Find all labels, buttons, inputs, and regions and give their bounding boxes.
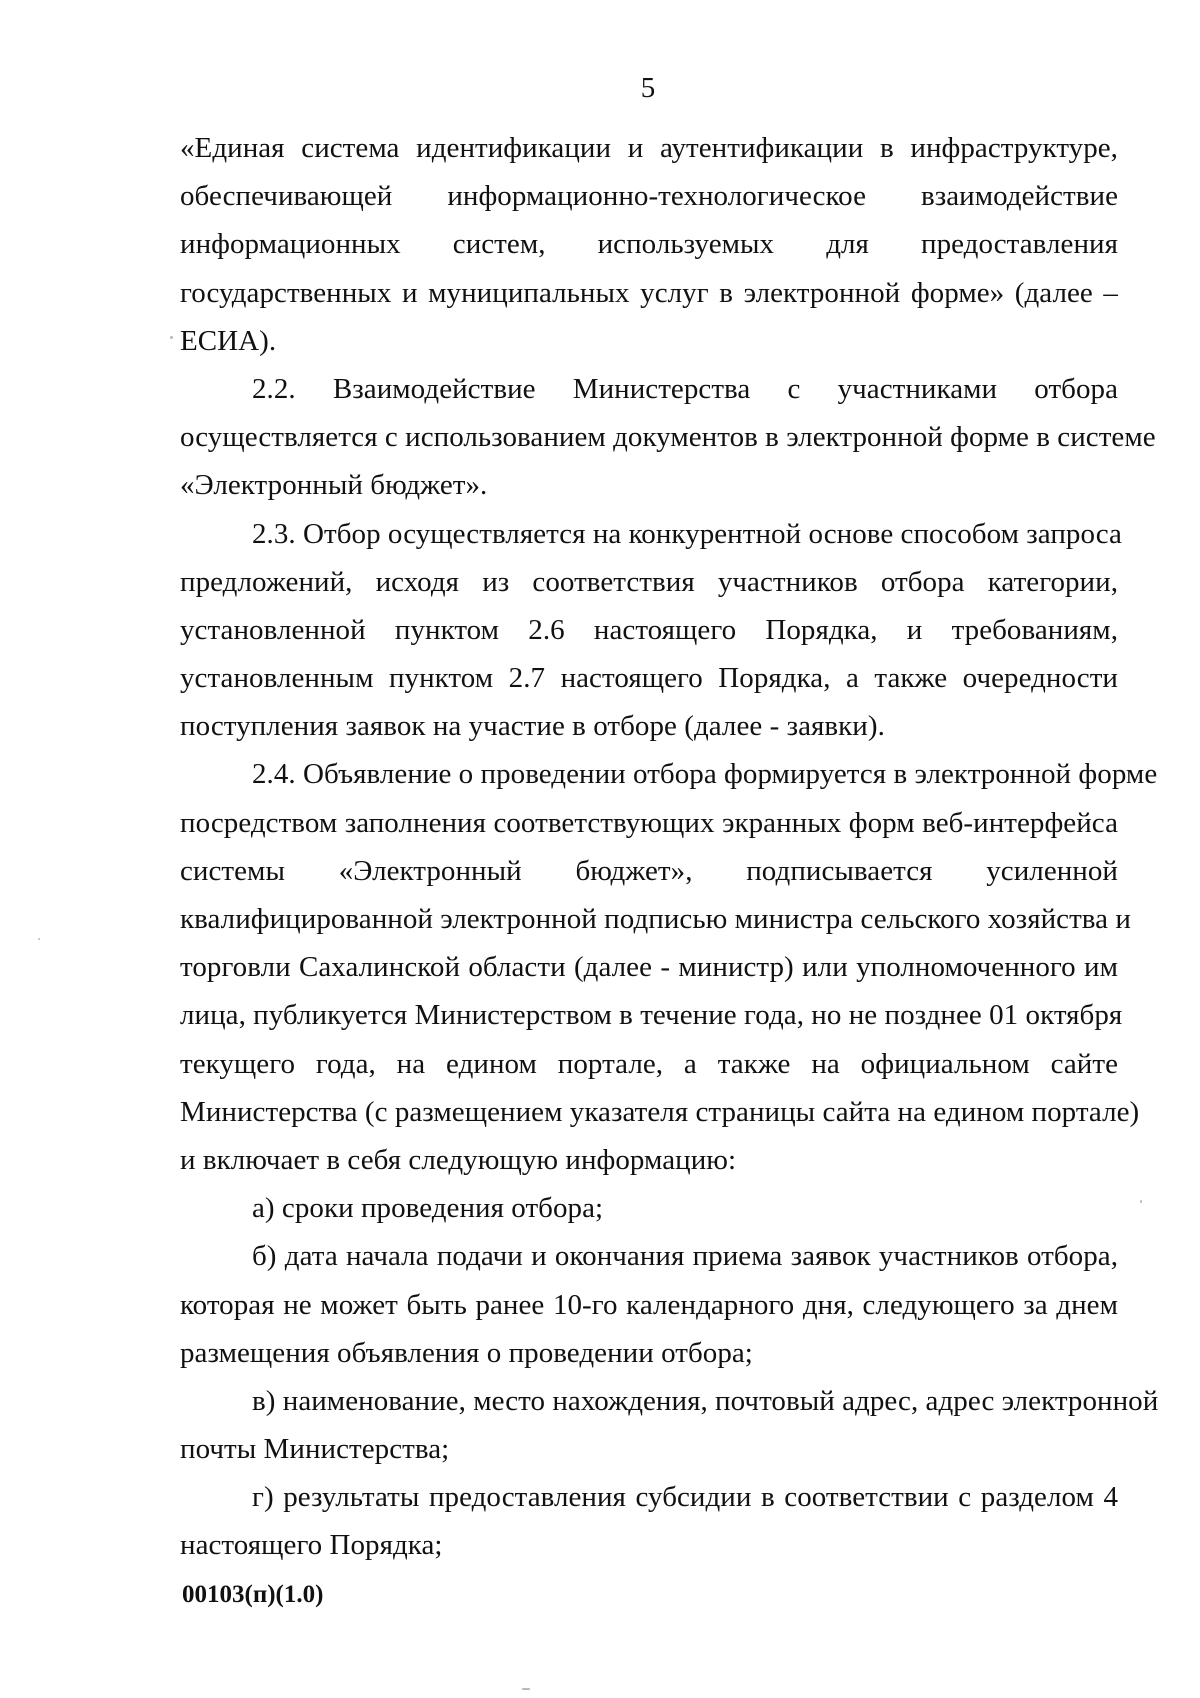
text-line: «Электронный бюджет». [180, 469, 488, 502]
scan-speck [38, 938, 40, 940]
text-line: установленной пунктом 2.6 настоящего Порядка, и требованиям, [180, 613, 1118, 646]
text-line: г) результаты предоставления субсидии в соответствии с разделом 4 [252, 1481, 1118, 1514]
text-line: б) дата начала подачи и окончания приема заявок участников отбора, [252, 1240, 1118, 1273]
scan-speck [170, 336, 173, 339]
text-line: установленным пунктом 2.7 настоящего Порядка, а также очередности [180, 662, 1118, 695]
text-line: лица, публикуется Министерством в течение года, но не позднее 01 октября [180, 999, 1123, 1032]
text-line: квалифицированной электронной подписью министра сельского хозяйства и [180, 903, 1131, 935]
document-body [180, 124, 1159, 1570]
text-line: размещения объявления о проведении отбора; [180, 1336, 753, 1369]
text-line: в) наименование, место нахождения, почтовый адрес, адрес электронной [252, 1384, 1159, 1417]
text-line: 2.4. Объявление о проведении отбора формируется в электронной форме [252, 758, 1158, 791]
text-line: государственных и муниципальных услуг в электронной форме» (далее – [180, 276, 1118, 309]
text-line: Министерства (с размещением указателя страницы сайта на едином портале) [180, 1095, 1140, 1128]
text-line: торговли Сахалинской области (далее - министр) или уполномоченного им [180, 951, 1118, 984]
scan-speck [1140, 1200, 1142, 1203]
text-line: текущего года, на едином портале, а также на официальном сайте [180, 1047, 1118, 1080]
text-line: системы «Электронный бюджет», подписывается усиленной [180, 854, 1118, 887]
text-line: а) сроки проведения отбора; [252, 1192, 604, 1225]
text-line: настоящего Порядка; [180, 1529, 443, 1562]
text-line: почты Министерства; [180, 1433, 450, 1466]
text-line: ЕСИА). [180, 324, 277, 357]
scan-speck [522, 1688, 530, 1690]
text-line: предложений, исходя из соответствия участников отбора категории, [180, 565, 1118, 598]
text-line: которая не может быть ранее 10-го календарного дня, следующего за днем [180, 1288, 1118, 1321]
text-line: посредством заполнения соответствующих экранных форм веб-интерфейса [180, 806, 1118, 839]
text-line: обеспечивающей информационно-технологическое взаимодействие [180, 180, 1118, 213]
text-line: и включает в себя следующую информацию: [180, 1143, 737, 1176]
page-number: 5 [640, 72, 656, 104]
text-line: 2.2. Взаимодействие Министерства с участниками отбора [252, 372, 1118, 405]
text-line: 2.3. Отбор осуществляется на конкурентной основе способом запроса [252, 517, 1122, 550]
text-line: осуществляется с использованием документов в электронной форме в системе [180, 421, 1156, 454]
text-line: «Единая система идентификации и аутентификации в инфраструктуре, [180, 132, 1118, 164]
text-line: поступления заявок на участие в отборе (далее - заявки). [180, 710, 885, 743]
document-code: 00103(п)(1.0) [182, 1581, 324, 1608]
text-line: информационных систем, используемых для предоставления [180, 228, 1118, 261]
